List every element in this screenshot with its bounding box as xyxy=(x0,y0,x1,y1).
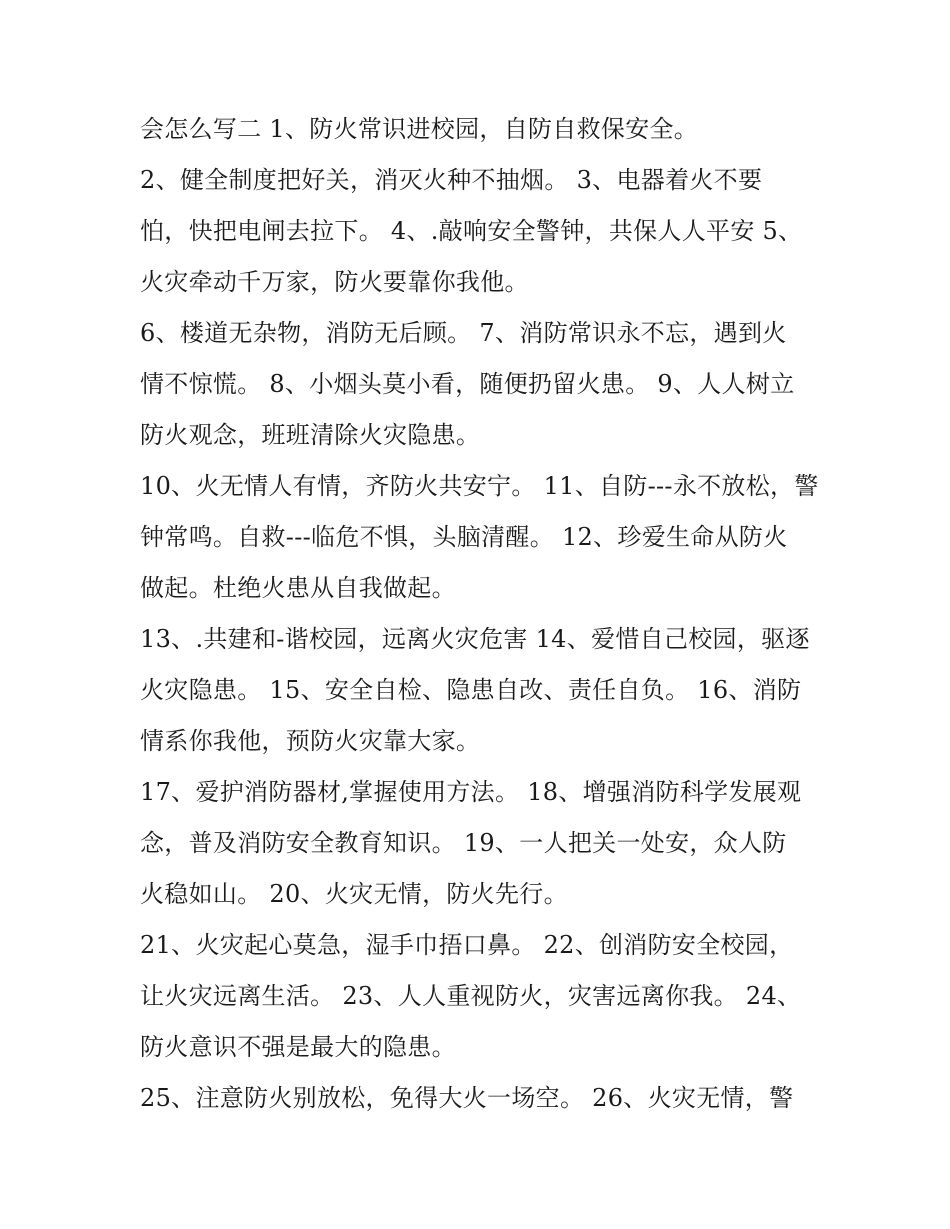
text-line: 让火灾远离生活。 23、人人重视防火，灾害远离你我。 24、 xyxy=(140,982,802,1010)
text-line: 17、爱护消防器材,掌握使用方法。 18、增强消防科学发展观 xyxy=(140,778,802,806)
text-line: 火灾隐患。 15、安全自检、隐患自改、责任自负。 16、消防 xyxy=(140,676,802,704)
text-line: 念，普及消防安全教育知识。 19、一人把关一处安，众人防 xyxy=(140,829,787,857)
text-line: 10、火无情人有情，齐防火共安宁。 11、自防---永不放松，警 xyxy=(140,472,819,500)
text-line: 6、楼道无杂物，消防无后顾。 7、消防常识永不忘，遇到火 xyxy=(140,319,787,347)
document-body xyxy=(140,104,820,1124)
text-line: 怕，快把电闸去拉下。 4、.敲响安全警钟，共保人人平安 5、 xyxy=(140,217,803,245)
text-line: 13、.共建和-谐校园，远离火灾危害 14、爱惜自己校园，驱逐 xyxy=(140,625,810,653)
paragraph xyxy=(140,155,820,308)
text-line: 钟常鸣。自救---临危不惧，头脑清醒。 12、珍爱生命从防火 xyxy=(140,523,788,551)
paragraph xyxy=(140,767,820,920)
paragraph xyxy=(140,614,820,767)
text-line: 情不惊慌。 8、小烟头莫小看，随便扔留火患。 9、人人树立 xyxy=(140,370,795,398)
text-line: 25、注意防火别放松，免得大火一场空。 26、火灾无情，警 xyxy=(140,1084,794,1112)
text-line: 情系你我他，预防火灾靠大家。 xyxy=(140,727,481,755)
text-line: 防火意识不强是最大的隐患。 xyxy=(140,1033,456,1061)
text-line: 21、火灾起心莫急，湿手巾捂口鼻。 22、创消防安全校园， xyxy=(140,931,794,959)
paragraph xyxy=(140,920,820,1073)
text-line: 做起。杜绝火患从自我做起。 xyxy=(140,574,456,602)
text-line: 会怎么写二 1、防火常识进校园，自防自救保安全。 xyxy=(140,115,699,143)
paragraph xyxy=(140,1073,820,1124)
paragraph xyxy=(140,104,820,155)
text-line: 防火观念，班班清除火灾隐患。 xyxy=(140,421,481,449)
text-line: 火灾牵动千万家，防火要靠你我他。 xyxy=(140,268,529,296)
text-line: 2、健全制度把好关，消灭火种不抽烟。 3、电器着火不要 xyxy=(140,166,763,194)
paragraph xyxy=(140,461,820,614)
paragraph xyxy=(140,308,820,461)
text-line: 火稳如山。 20、火灾无情，防火先行。 xyxy=(140,880,568,908)
